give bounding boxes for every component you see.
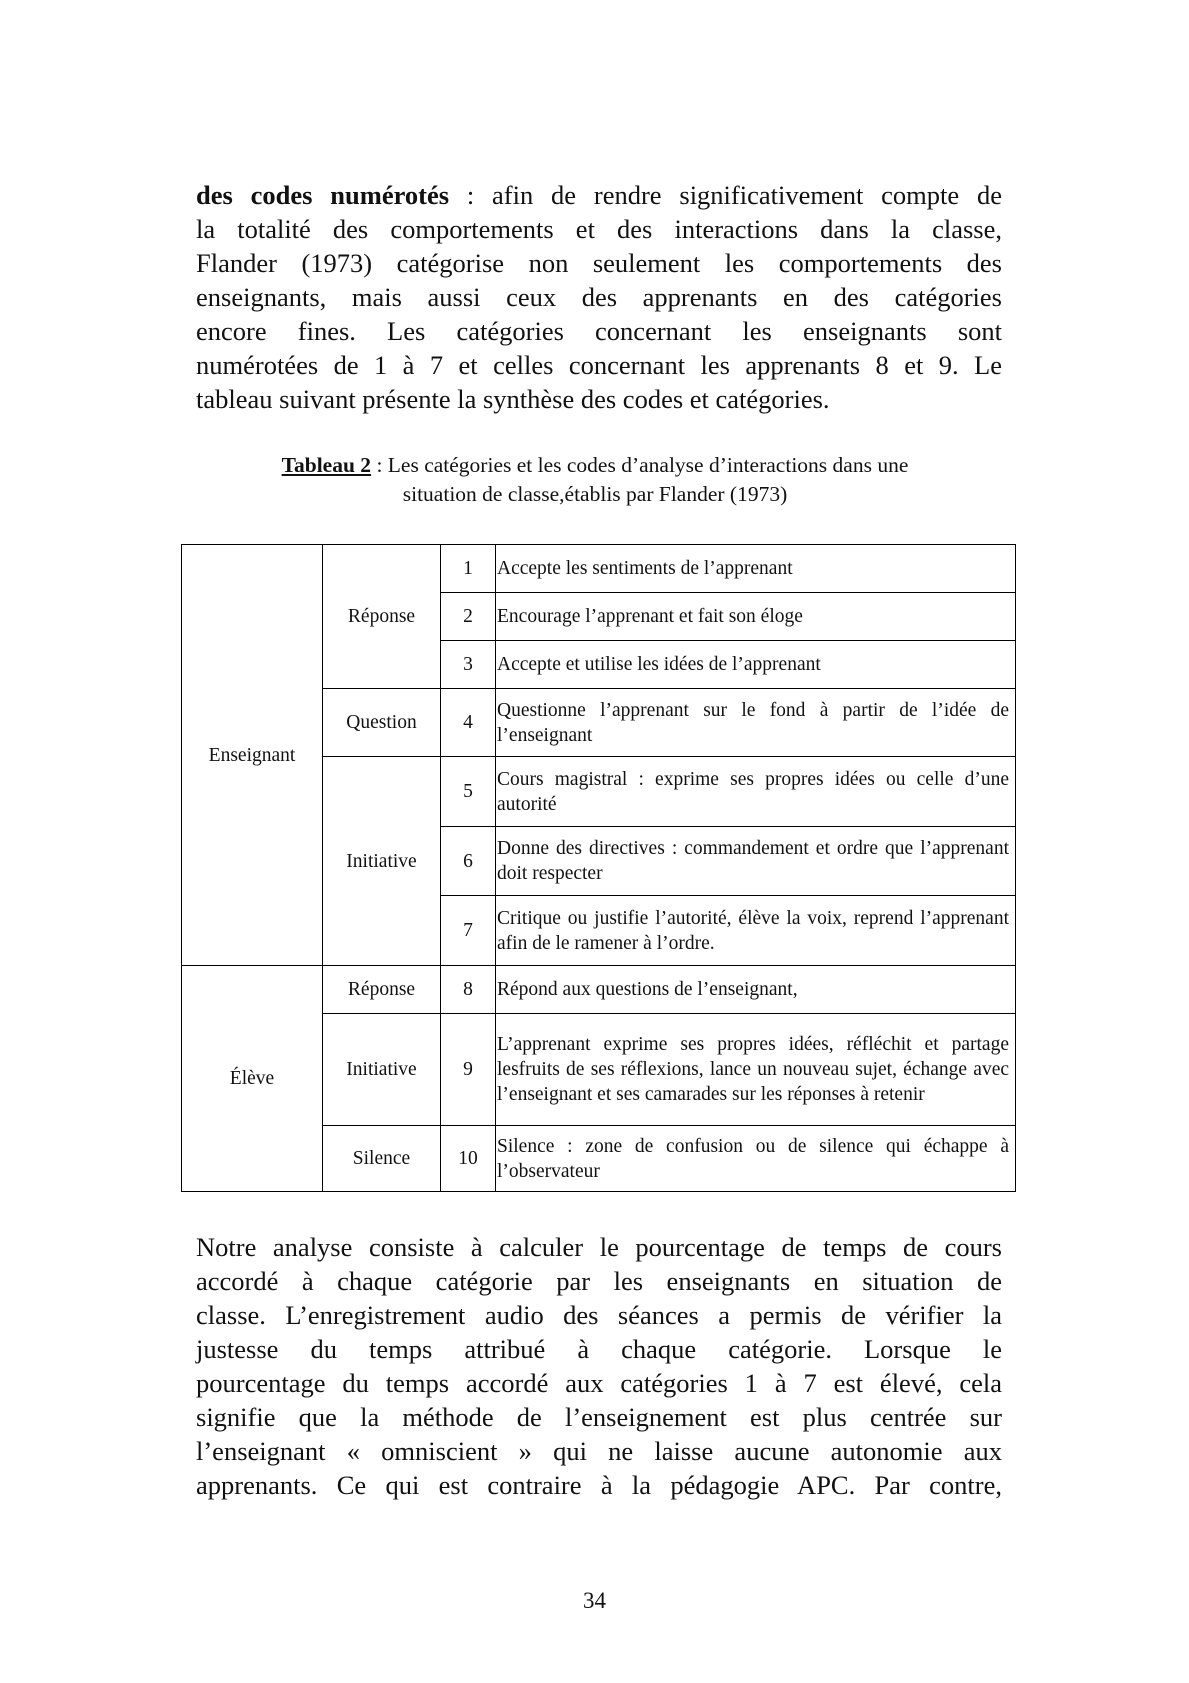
description-cell: Questionne l’apprenant sur le fond à partir de l’idée de l’enseignant bbox=[496, 689, 1016, 757]
table-caption bbox=[200, 451, 990, 509]
outro-line: signifie que la méthode de l’enseignement est plus centrée sur bbox=[196, 1402, 1002, 1432]
outro-line: apprenants. Ce qui est contraire à la pédagogie APC. Par contre, bbox=[196, 1470, 1002, 1500]
category-cell: Initiative bbox=[323, 757, 441, 966]
intro-line: : afin de rendre significativement compte de bbox=[449, 180, 1002, 210]
outro-line: accordé à chaque catégorie par les enseignants en situation de bbox=[196, 1266, 1002, 1296]
code-cell: 1 bbox=[441, 545, 496, 593]
intro-line: encore fines. Les catégories concernant les enseignants sont bbox=[196, 316, 1002, 346]
outro-line: pourcentage du temps accordé aux catégories 1 à 7 est élevé, cela bbox=[196, 1368, 1002, 1398]
code-cell: 4 bbox=[441, 689, 496, 757]
intro-line: Flander (1973) catégorise non seulement les comportements des bbox=[196, 248, 1002, 278]
code-cell: 9 bbox=[441, 1014, 496, 1126]
category-cell: Silence bbox=[323, 1126, 441, 1192]
outro-line: justesse du temps attribué à chaque catégorie. Lorsque le bbox=[196, 1334, 1002, 1364]
description-cell: Répond aux questions de l’enseignant, bbox=[496, 966, 1016, 1014]
caption-label: Tableau 2 bbox=[281, 453, 372, 477]
category-cell: Réponse bbox=[323, 966, 441, 1014]
description-cell: Critique ou justifie l’autorité, élève la voix, reprend l’apprenant afin de le ramener à l’ordre. bbox=[496, 896, 1016, 966]
category-cell: Initiative bbox=[323, 1014, 441, 1126]
caption-text: situation de classe,établis par Flander (1973) bbox=[402, 482, 788, 506]
outro-line: l’enseignant « omniscient » qui ne laisse aucune autonomie aux bbox=[196, 1436, 1002, 1466]
group-cell: Enseignant bbox=[182, 545, 323, 966]
intro-line: numérotées de 1 à 7 et celles concernant les apprenants 8 et 9. Le bbox=[196, 350, 1002, 380]
description-cell: Accepte et utilise les idées de l’apprenant bbox=[496, 641, 1016, 689]
description-cell: L’apprenant exprime ses propres idées, réfléchit et partage lesfruits de ses réflexions, lance un nouveau sujet, échange avec l’enseignant et ses camarades sur les réponses à retenir bbox=[496, 1014, 1016, 1126]
table-row bbox=[182, 966, 1016, 1014]
intro-line: la totalité des comportements et des interactions dans la classe, bbox=[196, 214, 1002, 244]
code-cell: 5 bbox=[441, 757, 496, 827]
description-cell: Donne des directives : commandement et ordre que l’apprenant doit respecter bbox=[496, 827, 1016, 896]
caption-text: : Les catégories et les codes d’analyse d’interactions dans une bbox=[371, 453, 909, 477]
outro-line: Notre analyse consiste à calculer le pourcentage de temps de cours bbox=[196, 1232, 1002, 1262]
code-cell: 6 bbox=[441, 827, 496, 896]
intro-paragraph bbox=[196, 178, 1002, 416]
description-cell: Silence : zone de confusion ou de silence qui échappe à l’observateur bbox=[496, 1126, 1016, 1192]
code-cell: 7 bbox=[441, 896, 496, 966]
code-cell: 2 bbox=[441, 593, 496, 641]
bold-lead: des codes numérotés bbox=[196, 180, 450, 210]
code-cell: 10 bbox=[441, 1126, 496, 1192]
group-cell: Élève bbox=[182, 966, 323, 1192]
outro-line: classe. L’enregistrement audio des séances a permis de vérifier la bbox=[196, 1300, 1002, 1330]
description-cell: Accepte les sentiments de l’apprenant bbox=[496, 545, 1016, 593]
code-cell: 3 bbox=[441, 641, 496, 689]
intro-line: tableau suivant présente la synthèse des codes et catégories. bbox=[196, 384, 830, 414]
page-number: 34 bbox=[583, 1588, 606, 1613]
outro-paragraph bbox=[196, 1230, 1002, 1502]
table-row bbox=[182, 545, 1016, 593]
category-cell: Réponse bbox=[323, 545, 441, 689]
categories-table bbox=[181, 544, 1016, 1192]
description-cell: Cours magistral : exprime ses propres idées ou celle d’une autorité bbox=[496, 757, 1016, 827]
code-cell: 8 bbox=[441, 966, 496, 1014]
intro-line: enseignants, mais aussi ceux des apprenants en des catégories bbox=[196, 282, 1002, 312]
description-cell: Encourage l’apprenant et fait son éloge bbox=[496, 593, 1016, 641]
category-cell: Question bbox=[323, 689, 441, 757]
